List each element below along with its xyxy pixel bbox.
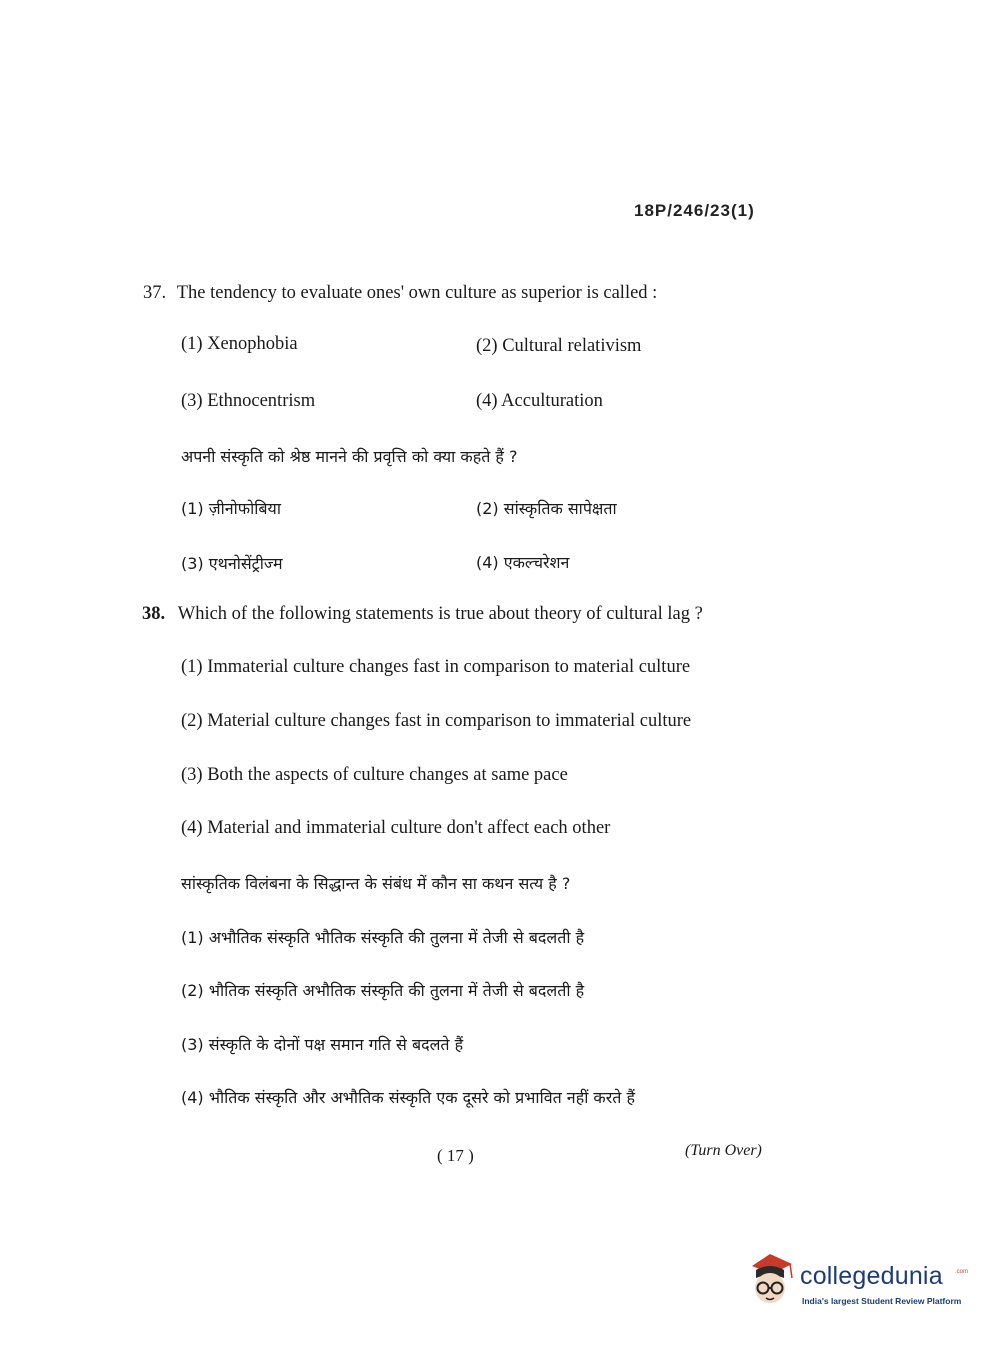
question-text-hi: सांस्कृतिक विलंबना के सिद्धान्त के संबंध में कौन सा कथन सत्य है ? (181, 874, 571, 893)
question-number: 37. (143, 283, 167, 303)
question-number: 38. (142, 604, 166, 624)
option-hi-4: (4) एकल्चरेशन (476, 553, 570, 572)
option-en-3: (3) Both the aspects of culture changes at same pace (181, 765, 568, 785)
option-en-3: (3) Ethnocentrism (181, 391, 316, 411)
brand-tagline: India's largest Student Review Platform (802, 1296, 962, 1306)
brand-name: collegedunia (800, 1262, 943, 1290)
option-hi-2: (2) सांस्कृतिक सापेक्षता (476, 499, 617, 518)
option-hi-1: (1) ज़ीनोफोबिया (181, 499, 281, 518)
option-hi-3: (3) एथनोसेंट्रीज्म (181, 554, 283, 573)
page-number: ( 17 ) (437, 1146, 474, 1165)
option-en-1: (1) Immaterial culture changes fast in comparison to material culture (181, 657, 691, 677)
mascot-icon (742, 1248, 798, 1314)
question-text-en: 37. The tendency to evaluate ones' own culture as superior is called : (143, 283, 658, 303)
brand-domain: .com (955, 1269, 969, 1275)
collegedunia-watermark (742, 1248, 972, 1318)
option-en-4: (4) Acculturation (476, 391, 603, 411)
turn-over-note: (Turn Over) (685, 1142, 762, 1159)
option-hi-3: (3) संस्कृति के दोनों पक्ष समान गति से बदलते हैं (181, 1035, 464, 1054)
option-hi-2: (2) भौतिक संस्कृति अभौतिक संस्कृति की तुलना में तेजी से बदलती है (181, 981, 585, 1000)
paper-code: 18P/246/23(1) (634, 201, 755, 220)
option-hi-1: (1) अभौतिक संस्कृति भौतिक संस्कृति की तुलना में तेजी से बदलती है (181, 928, 585, 947)
question-text-hi: अपनी संस्कृति को श्रेष्ठ मानने की प्रवृत्ति को क्या कहते हैं ? (181, 447, 518, 466)
option-en-4: (4) Material and immaterial culture don't affect each other (181, 818, 611, 838)
option-en-2: (2) Material culture changes fast in comparison to immaterial culture (181, 711, 692, 731)
question-text-en: 38. Which of the following statements is true about theory of cultural lag ? (142, 604, 703, 624)
option-hi-4: (4) भौतिक संस्कृति और अभौतिक संस्कृति एक दूसरे को प्रभावित नहीं करते हैं (181, 1088, 635, 1107)
option-en-1: (1) Xenophobia (181, 334, 298, 354)
option-en-2: (2) Cultural relativism (476, 336, 642, 356)
